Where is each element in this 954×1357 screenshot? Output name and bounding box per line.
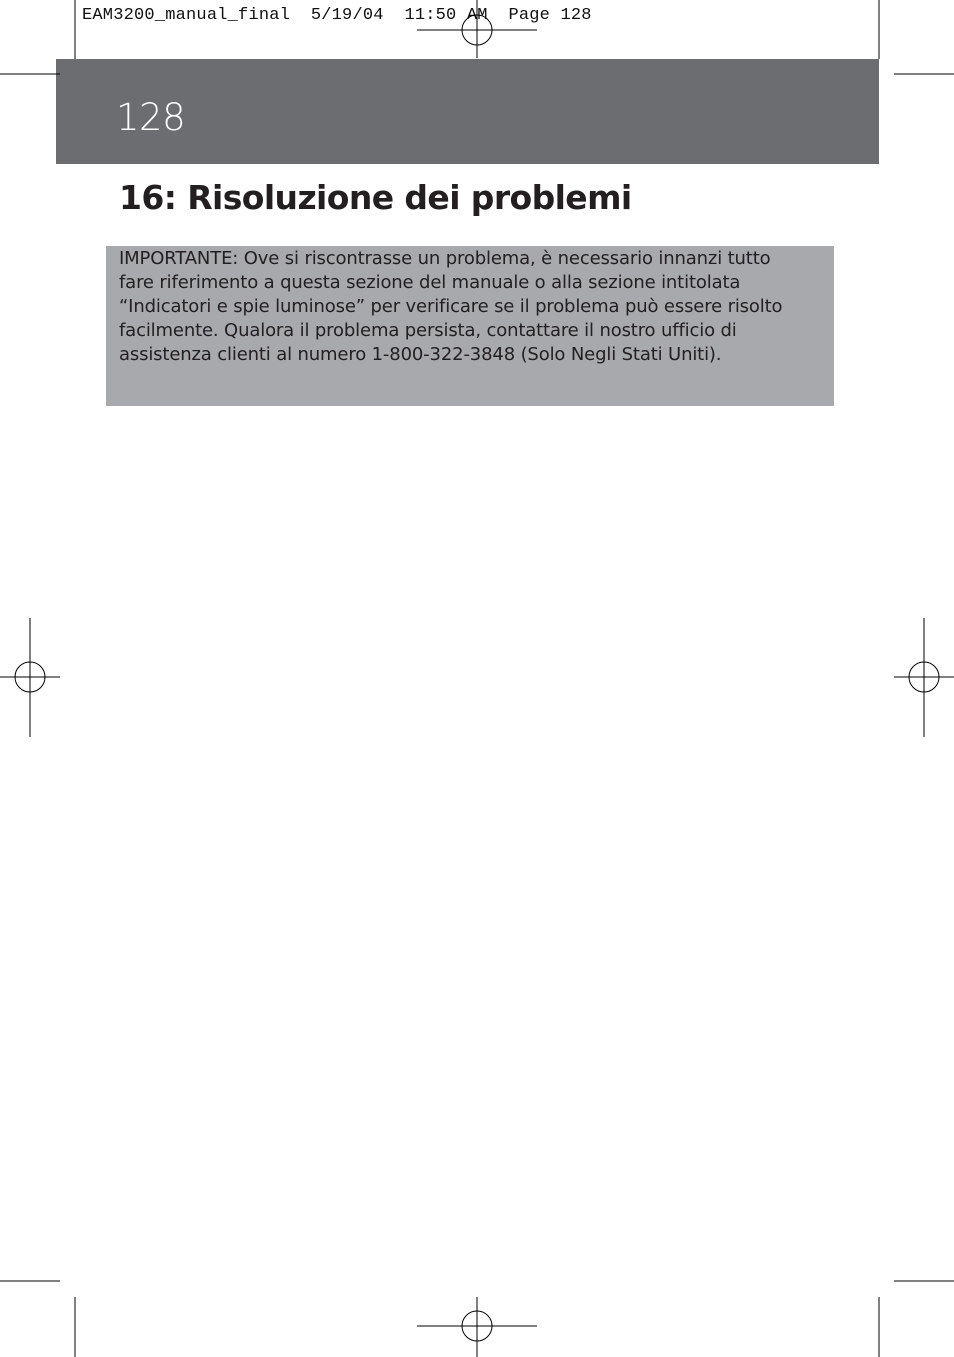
crop-mark-bottom-right bbox=[879, 1281, 954, 1357]
important-notice-text: IMPORTANTE: Ove si riscontrasse un problema, è necessario innanzi tutto fare riferimento a questa sezione del manuale o alla sezione intitolata “Indicatori e spie luminose” per verificare se il problema può essere risolto facilmente. Qualora il problema persista, contattare il nostro ufficio di assistenza clienti al numero 1-800-322-3848 (Solo Negli Stati Uniti). bbox=[119, 248, 783, 365]
print-slug: EAM3200_manual_final 5/19/04 11:50 AM Page 128 bbox=[82, 6, 592, 25]
crop-mark-bottom-left bbox=[0, 1281, 75, 1357]
crop-mark-top-right bbox=[879, 0, 954, 74]
registration-target-right-icon bbox=[894, 618, 954, 737]
crop-mark-top-left bbox=[0, 0, 75, 74]
registration-target-bottom-icon bbox=[417, 1297, 537, 1357]
section-title: 16: Risoluzione dei problemi bbox=[119, 178, 632, 217]
registration-target-top-icon bbox=[417, 0, 537, 58]
page-number: 128 bbox=[116, 96, 186, 139]
registration-target-left-icon bbox=[0, 618, 60, 737]
